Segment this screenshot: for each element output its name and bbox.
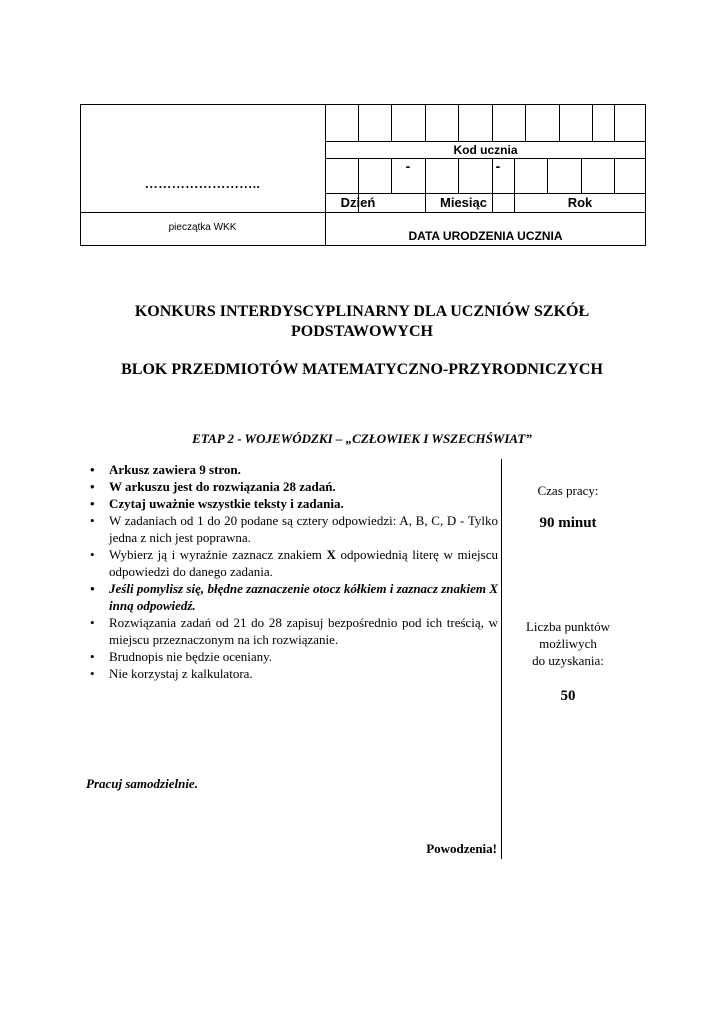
date-cell-divider [547, 158, 548, 193]
instruction-text: Rozwiązania zadań od 21 do 28 zapisuj bezpośrednio pod ich treścią, w miejscu przeznaczonym na ich rozwiązanie. [109, 615, 498, 647]
date-dash-1: - [405, 158, 411, 174]
student-code-label: Kod ucznia [453, 143, 518, 157]
day-label: Dzień [340, 195, 376, 210]
side-divider [501, 459, 502, 859]
work-alone-note: Pracuj samodzielnie. [86, 776, 198, 791]
contest-title-line-2: PODSTAWOWYCH [291, 323, 433, 340]
code-cell-divider [391, 104, 392, 141]
points-label-line-3: do uzyskania: [532, 653, 604, 668]
instruction-item [88, 580, 498, 614]
instruction-item [88, 512, 498, 546]
time-label: Czas pracy: [537, 483, 599, 498]
instruction-text: Nie korzystaj z kalkulatora. [109, 666, 253, 681]
instructions-list [88, 461, 498, 682]
stamp-divider [325, 104, 326, 246]
instruction-item [88, 478, 498, 495]
points-value: 50 [560, 688, 576, 704]
good-luck-note: Powodzenia! [426, 841, 497, 856]
instruction-text: W zadaniach od 1 do 20 podane są cztery odpowiedzi: A, B, C, D - Tylko jedna z nich jest poprawna. [109, 513, 498, 545]
instruction-text: Czytaj uważnie wszystkie teksty i zadania. [109, 496, 344, 511]
date-dash-2: - [495, 158, 501, 174]
instruction-text: Brudnopis nie będzie oceniany. [109, 649, 273, 664]
instruction-text: Wybierz ją i wyraźnie zaznacz znakiem [109, 547, 327, 562]
date-cell-divider [581, 158, 582, 193]
month-label: Miesiąc [440, 195, 487, 210]
code-cell-divider [559, 104, 560, 141]
instruction-item [88, 614, 498, 648]
date-cell-divider [614, 158, 615, 193]
points-label-line-2: możliwych [539, 636, 597, 651]
code-cell-divider [525, 104, 526, 141]
code-cell-divider [358, 104, 359, 141]
code-cell-divider [592, 104, 593, 141]
stamp-label: pieczątka WKK [168, 222, 237, 233]
instruction-text: Jeśli pomylisz się, błędne zaznaczenie otocz kółkiem i zaznacz znakiem X inną odpowiedź. [109, 581, 498, 613]
code-cell-divider [492, 104, 493, 141]
birth-date-label: DATA URODZENIA UCZNIA [408, 229, 563, 243]
instruction-item [88, 665, 498, 682]
block-title: BLOK PRZEDMIOTÓW MATEMATYCZNO-PRZYRODNICZYCH [121, 361, 603, 378]
instruction-text: Arkusz zawiera 9 stron. [109, 462, 241, 477]
code-cell-divider [458, 104, 459, 141]
instruction-item [88, 648, 498, 665]
header-table [80, 104, 646, 246]
labels-row-bottom-line [80, 212, 646, 213]
stage-title: ETAP 2 - WOJEWÓDZKI – „CZŁOWIEK I WSZECHŚWIAT” [192, 431, 532, 446]
instruction-item [88, 495, 498, 512]
instruction-text: W arkuszu jest do rozwiązania 28 zadań. [109, 479, 336, 494]
time-value: 90 minut [539, 515, 597, 531]
mark-x: X [326, 547, 336, 562]
instruction-text: odpowiednią literę w miejscu odpowiedzi do danego zadania. [109, 547, 498, 579]
stamp-dots: …………………….. [144, 176, 261, 191]
contest-title-line-1: KONKURS INTERDYSCYPLINARNY DLA UCZNIÓW SZKÓŁ [134, 303, 590, 320]
date-cell-divider [458, 158, 459, 193]
points-label-line-1: Liczba punktów [525, 619, 611, 634]
code-cell-divider [614, 104, 615, 141]
code-cell-divider [425, 104, 426, 141]
instruction-item [88, 461, 498, 478]
instruction-item [88, 546, 498, 580]
year-label: Rok [567, 195, 593, 210]
